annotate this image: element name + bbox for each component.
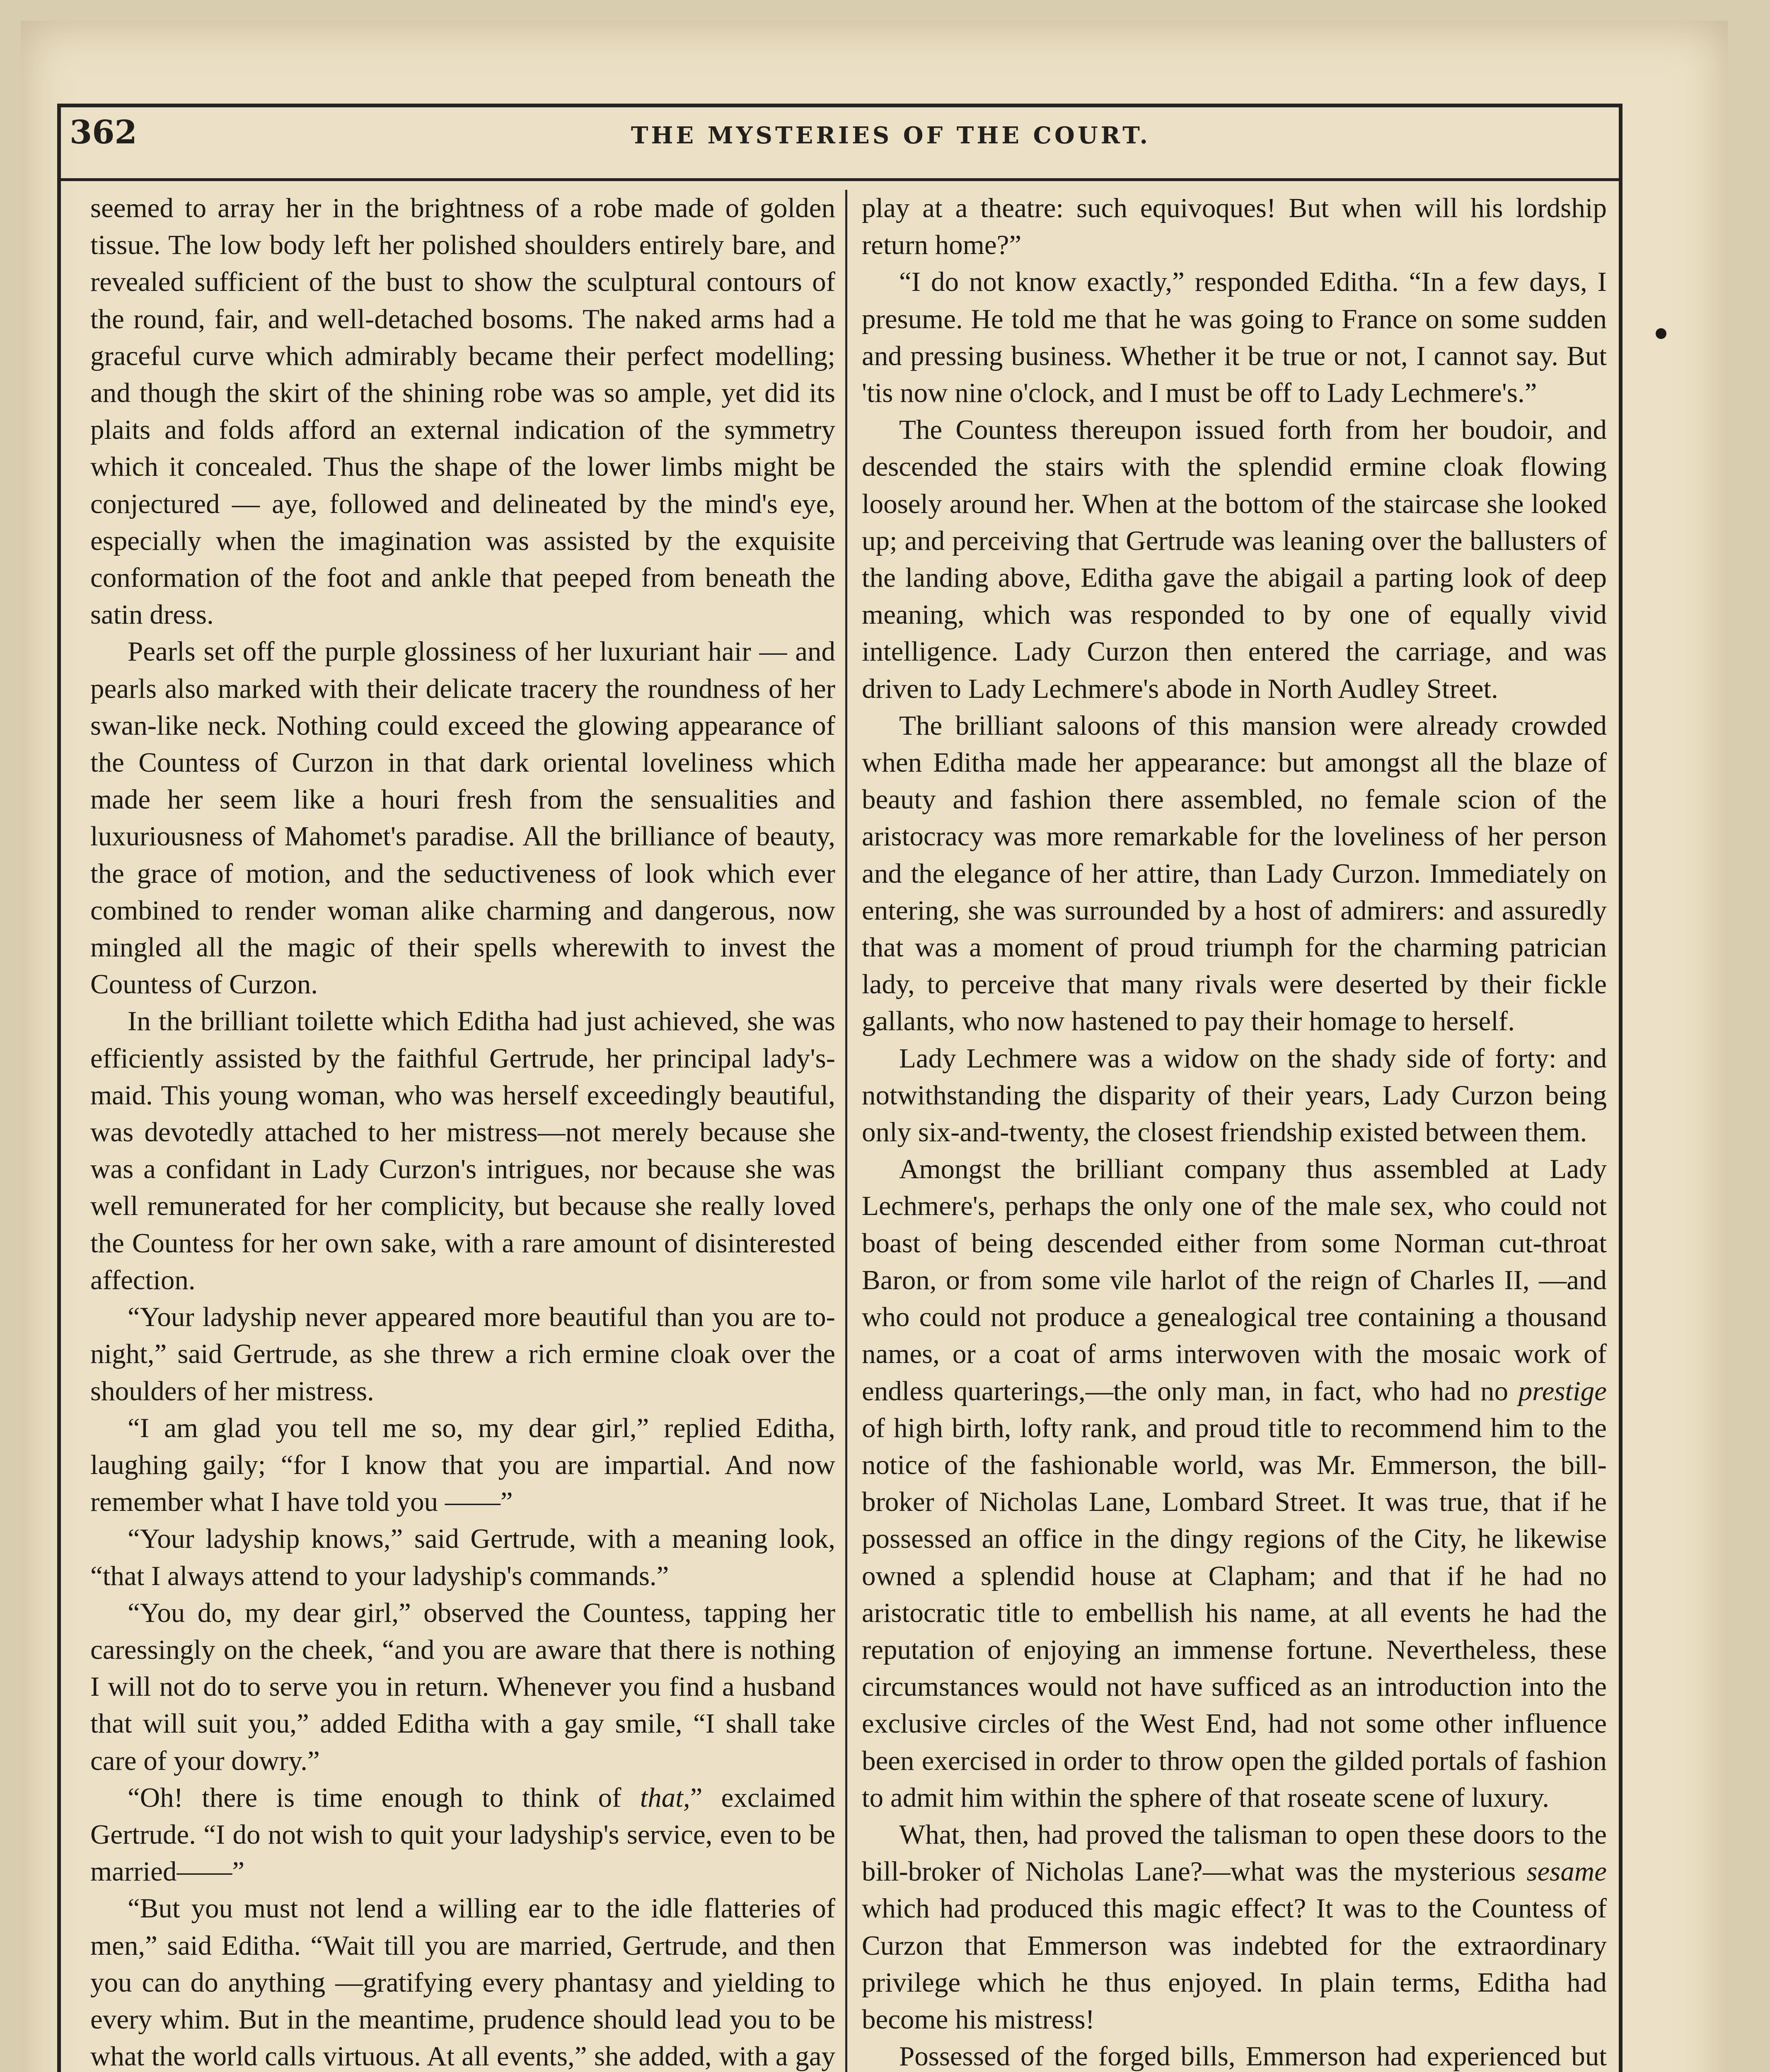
- paragraph: “But you must not lend a willing ear to the idle flatteries of men,” said Editha. “Wait till you are married, Gertrude, and then you can do anything —gratifying every phantasy and yielding to every whim. But in the meantime, prudence should lead you to be what the world calls virtuous. At all events,” she added, with a gay: [90, 1893, 835, 2072]
- paragraph: Possessed of the forged bills, Emmerson had experienced but: [899, 2041, 1607, 2072]
- book-page: [21, 21, 1728, 2072]
- paragraph-text: Amongst the brilliant company thus assembled at Lady Lechmere's, perhaps the only one of the male sex, who could not boast of being descended either from some Norman cut-throat Baron, or from some vile harlot of the reign of Charles II, —and who could not produce a genealogical tree containing a thousand names, or a coat of arms interwoven with the mosaic work of endless quarterings,—the only man, in fact, who had no: [862, 1154, 1607, 1406]
- paragraph: [862, 1816, 1607, 2038]
- running-head: THE MYSTERIES OF THE COURT.: [631, 122, 1151, 149]
- paragraph: Pearls set off the purple glossiness of her luxuriant hair — and pearls also marked with their delicate tracery the roundness of her swan-like neck. Nothing could exceed the glowing appearance of the Countess of Curzon in that dark oriental loveliness which made her seem like a houri fresh from the sensualities and luxuriousness of Mahomet's paradise. All the brilliance of beauty, the grace of motion, and the seductiveness of look which ever combined to render woman alike charming and dangerous, now mingled all the magic of their spells wherewith to invest the Countess of Curzon.: [90, 636, 835, 1000]
- header-rule: [57, 178, 1622, 181]
- paragraph-text: of high birth, lofty rank, and proud title to recommend him to the notice of the fashionable world, was Mr. Emmerson, the bill-broker of Nicholas Lane, Lombard Street. It was true, that if he possessed an office in the dingy regions of the City, he likewise owned a splendid house at Clapham; and that if he had no aristocratic title to embellish his name, at all events he had the reputation of enjoying an immense fortune. Nevertheless, these circumstances would not have sufficed as an introduction into the exclusive circles of the West End, had not some other influence been exercised in order to throw open the gilded portals of fashion to admit him within the sphere of that roseate scene of luxury.: [862, 1412, 1607, 1813]
- paragraph: “I am glad you tell me so, my dear girl,” replied Editha, laughing gaily; “for I know that you are impartial. And now remember what I have told you ——”: [90, 1412, 835, 1518]
- paragraph: The Countess thereupon issued forth from her boudoir, and descended the stairs with the splendid ermine cloak flowing loosely around her. When at the bottom of the staircase she looked up; and perceiving that Gertrude was leaning over the ballusters of the landing above, Editha gave the abigail a parting look of deep meaning, which was responded to by one of equally vivid intelligence. Lady Curzon then entered the carriage, and was driven to Lady Lechmere's abode in North Audley Street.: [862, 414, 1607, 704]
- paragraph: The brilliant saloons of this mansion were already crowded when Editha made her appearance: but amongst all the blaze of beauty and fashion there assembled, no female scion of the aristocracy was more remarkable for the loveliness of her person and the elegance of her attire, than Lady Curzon. Immediately on entering, she was surrounded by a host of admirers: and assuredly that was a moment of proud triumph for the charming patrician lady, to perceive that many rivals were deserted by their fickle gallants, who now hastened to pay their homage to herself.: [862, 710, 1607, 1037]
- paragraph: Lady Lechmere was a widow on the shady side of forty: and notwithstanding the disparity of their years, Lady Curzon being only six-and-twenty, the closest friendship existed between them.: [862, 1043, 1607, 1148]
- paragraph-text: What, then, had proved the talisman to open these doors to the bill-broker of Nicholas Lane?—what was the mysterious: [862, 1819, 1607, 1887]
- paragraph: [862, 1151, 1607, 1816]
- paragraph: “You do, my dear girl,” observed the Countess, tapping her caressingly on the cheek, “and you are aware that there is nothing I will not do to serve you in return. Whenever you find a husband that will suit you,” added Editha with a gay smile, “I shall take care of your dowry.”: [90, 1597, 835, 1776]
- paragraph: “Your ladyship knows,” said Gertrude, with a meaning look, “that I always attend to your ladyship's commands.”: [90, 1523, 835, 1591]
- right-column: [862, 190, 1607, 2072]
- column-divider: [845, 190, 847, 2072]
- paragraph-text: which had produced this magic effect? It was to the Countess of Curzon that Emmerson was indebted for the extraordinary privilege which he thus enjoyed. In plain terms, Editha had become his mistress!: [862, 1893, 1607, 2035]
- paragraph: In the brilliant toilette which Editha had just achieved, she was efficiently assisted by the faithful Gertrude, her principal lady's-maid. This young woman, who was herself exceedingly beautiful, was devotedly attached to her mistress—not merely because she was a confidant in Lady Curzon's intrigues, nor because she was well remunerated for her complicity, but because she really loved the Countess for her own sake, with a rare amount of disinterested affection.: [90, 1006, 835, 1295]
- italic-text: that,: [640, 1782, 690, 1813]
- page-number: 362: [70, 114, 137, 151]
- paragraph: [90, 1779, 835, 1890]
- paragraph: “Your ladyship never appeared more beautiful than you are to-night,” said Gertrude, as she threw a rich ermine cloak over the shoulders of her mistress.: [90, 1302, 835, 1406]
- continued-paragraph: play at a theatre: such equivoques! But when will his lordship return home?”: [862, 193, 1607, 261]
- left-column: [90, 190, 835, 2072]
- margin-dot: [1656, 328, 1666, 339]
- italic-text: sesame: [1526, 1856, 1607, 1887]
- paragraph: “I do not know exactly,” responded Editha. “In a few days, I presume. He told me that he was going to France on some sudden and pressing business. Whether it be true or not, I cannot say. But 'tis now nine o'clock, and I must be off to Lady Lechmere's.”: [862, 266, 1607, 409]
- continued-paragraph: seemed to array her in the brightness of a robe made of golden tissue. The low body left her polished shoulders entirely bare, and revealed sufficient of the bust to show the sculptural contours of the round, fair, and well-detached bosoms. The naked arms had a graceful curve which admirably became their perfect modelling; and though the skirt of the shining robe was so ample, yet did its plaits and folds afford an external indication of the symmetry which it concealed. Thus the shape of the lower limbs might be conjectured — aye, followed and delineated by the mind's eye, especially when the imagination was assisted by the exquisite conformation of the foot and ankle that peeped from beneath the satin dress.: [90, 193, 835, 630]
- italic-text: prestige: [1518, 1375, 1607, 1406]
- paragraph-text: ” exclaimed Gertrude. “I do not wish to quit your ladyship's service, even to be married——”: [90, 1782, 835, 1887]
- paragraph-text: “Oh! there is time enough to think of: [128, 1782, 640, 1813]
